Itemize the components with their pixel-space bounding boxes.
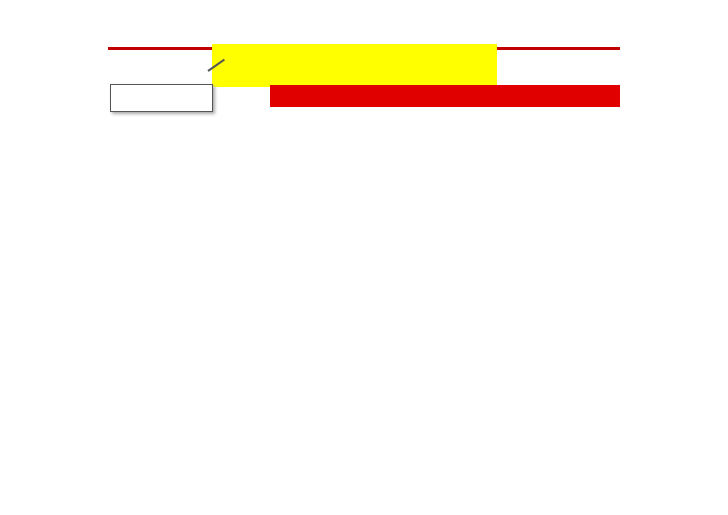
download-banner[interactable] bbox=[212, 44, 497, 87]
address-bar-callout bbox=[110, 84, 213, 112]
year-header-bar bbox=[270, 85, 620, 107]
